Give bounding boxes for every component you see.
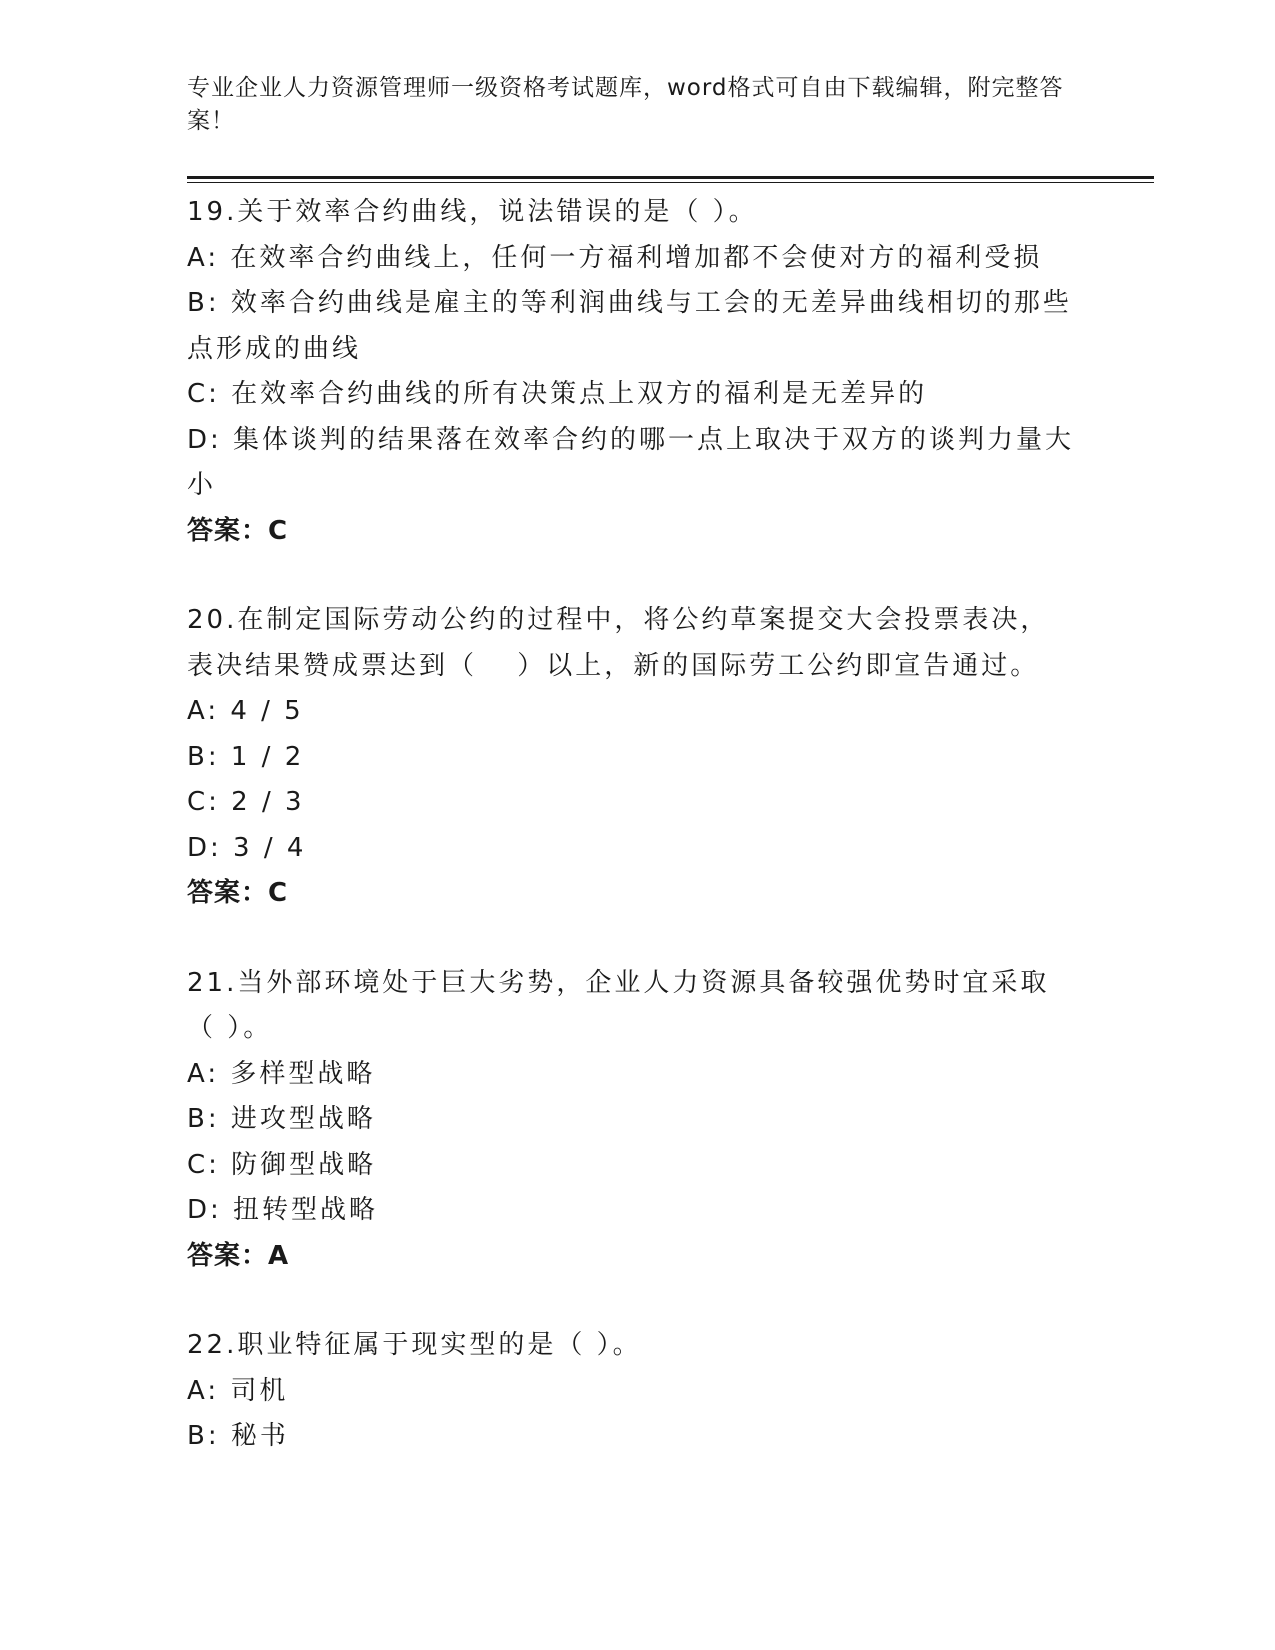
option-d: D: 3 / 4 <box>187 832 307 863</box>
option-b: B: 效率合约曲线是雇主的等利润曲线与工会的无差异曲线相切的那些点形成的曲线 <box>187 288 1072 364</box>
question-stem: 20.在制定国际劳动公约的过程中，将公约草案提交大会投票表决，表决结果赞成票达到（ ）以上，新的国际劳工公约即宣告通过。 <box>187 605 1050 681</box>
option-a: A: 4 / 5 <box>187 696 304 726</box>
question-stem: 21.当外部环境处于巨大劣势，企业人力资源具备较强优势时宜采取（ ）。 <box>187 967 1050 1043</box>
option-c: C: 防御型战略 <box>187 1149 377 1180</box>
answer-label: 答案：C <box>187 515 289 546</box>
option-c: C: 2 / 3 <box>187 787 305 817</box>
option-d: D: 集体谈判的结果落在效率合约的哪一点上取决于双方的谈判力量大小 <box>187 424 1075 500</box>
question-22 <box>187 1323 1077 1460</box>
document-header: 专业企业人力资源管理师一级资格考试题库，word格式可自由下载编辑，附完整答案！ <box>187 75 1064 134</box>
question-stem: 22.职业特征属于现实型的是（ ）。 <box>187 1330 642 1360</box>
option-d: D: 扭转型战略 <box>187 1195 379 1225</box>
question-19 <box>187 190 1077 554</box>
option-b: B: 1 / 2 <box>187 741 305 772</box>
header-divider-thin <box>187 182 1154 183</box>
answer-label: 答案：C <box>187 878 289 908</box>
question-stem: 19.关于效率合约曲线，说法错误的是（ ）。 <box>187 197 758 227</box>
option-a: A: 多样型战略 <box>187 1058 376 1089</box>
question-20 <box>187 598 1077 917</box>
option-a: A: 在效率合约曲线上，任何一方福利增加都不会使对方的福利受损 <box>187 242 1043 273</box>
question-list <box>187 190 1077 1504</box>
option-b: B: 秘书 <box>187 1421 289 1451</box>
option-c: C: 在效率合约曲线的所有决策点上双方的福利是无差异的 <box>187 379 928 409</box>
option-b: B: 进攻型战略 <box>187 1104 376 1134</box>
header-divider-thick <box>187 176 1154 179</box>
answer-label: 答案：A <box>187 1240 290 1271</box>
question-21 <box>187 961 1077 1280</box>
option-a: A: 司机 <box>187 1375 289 1406</box>
